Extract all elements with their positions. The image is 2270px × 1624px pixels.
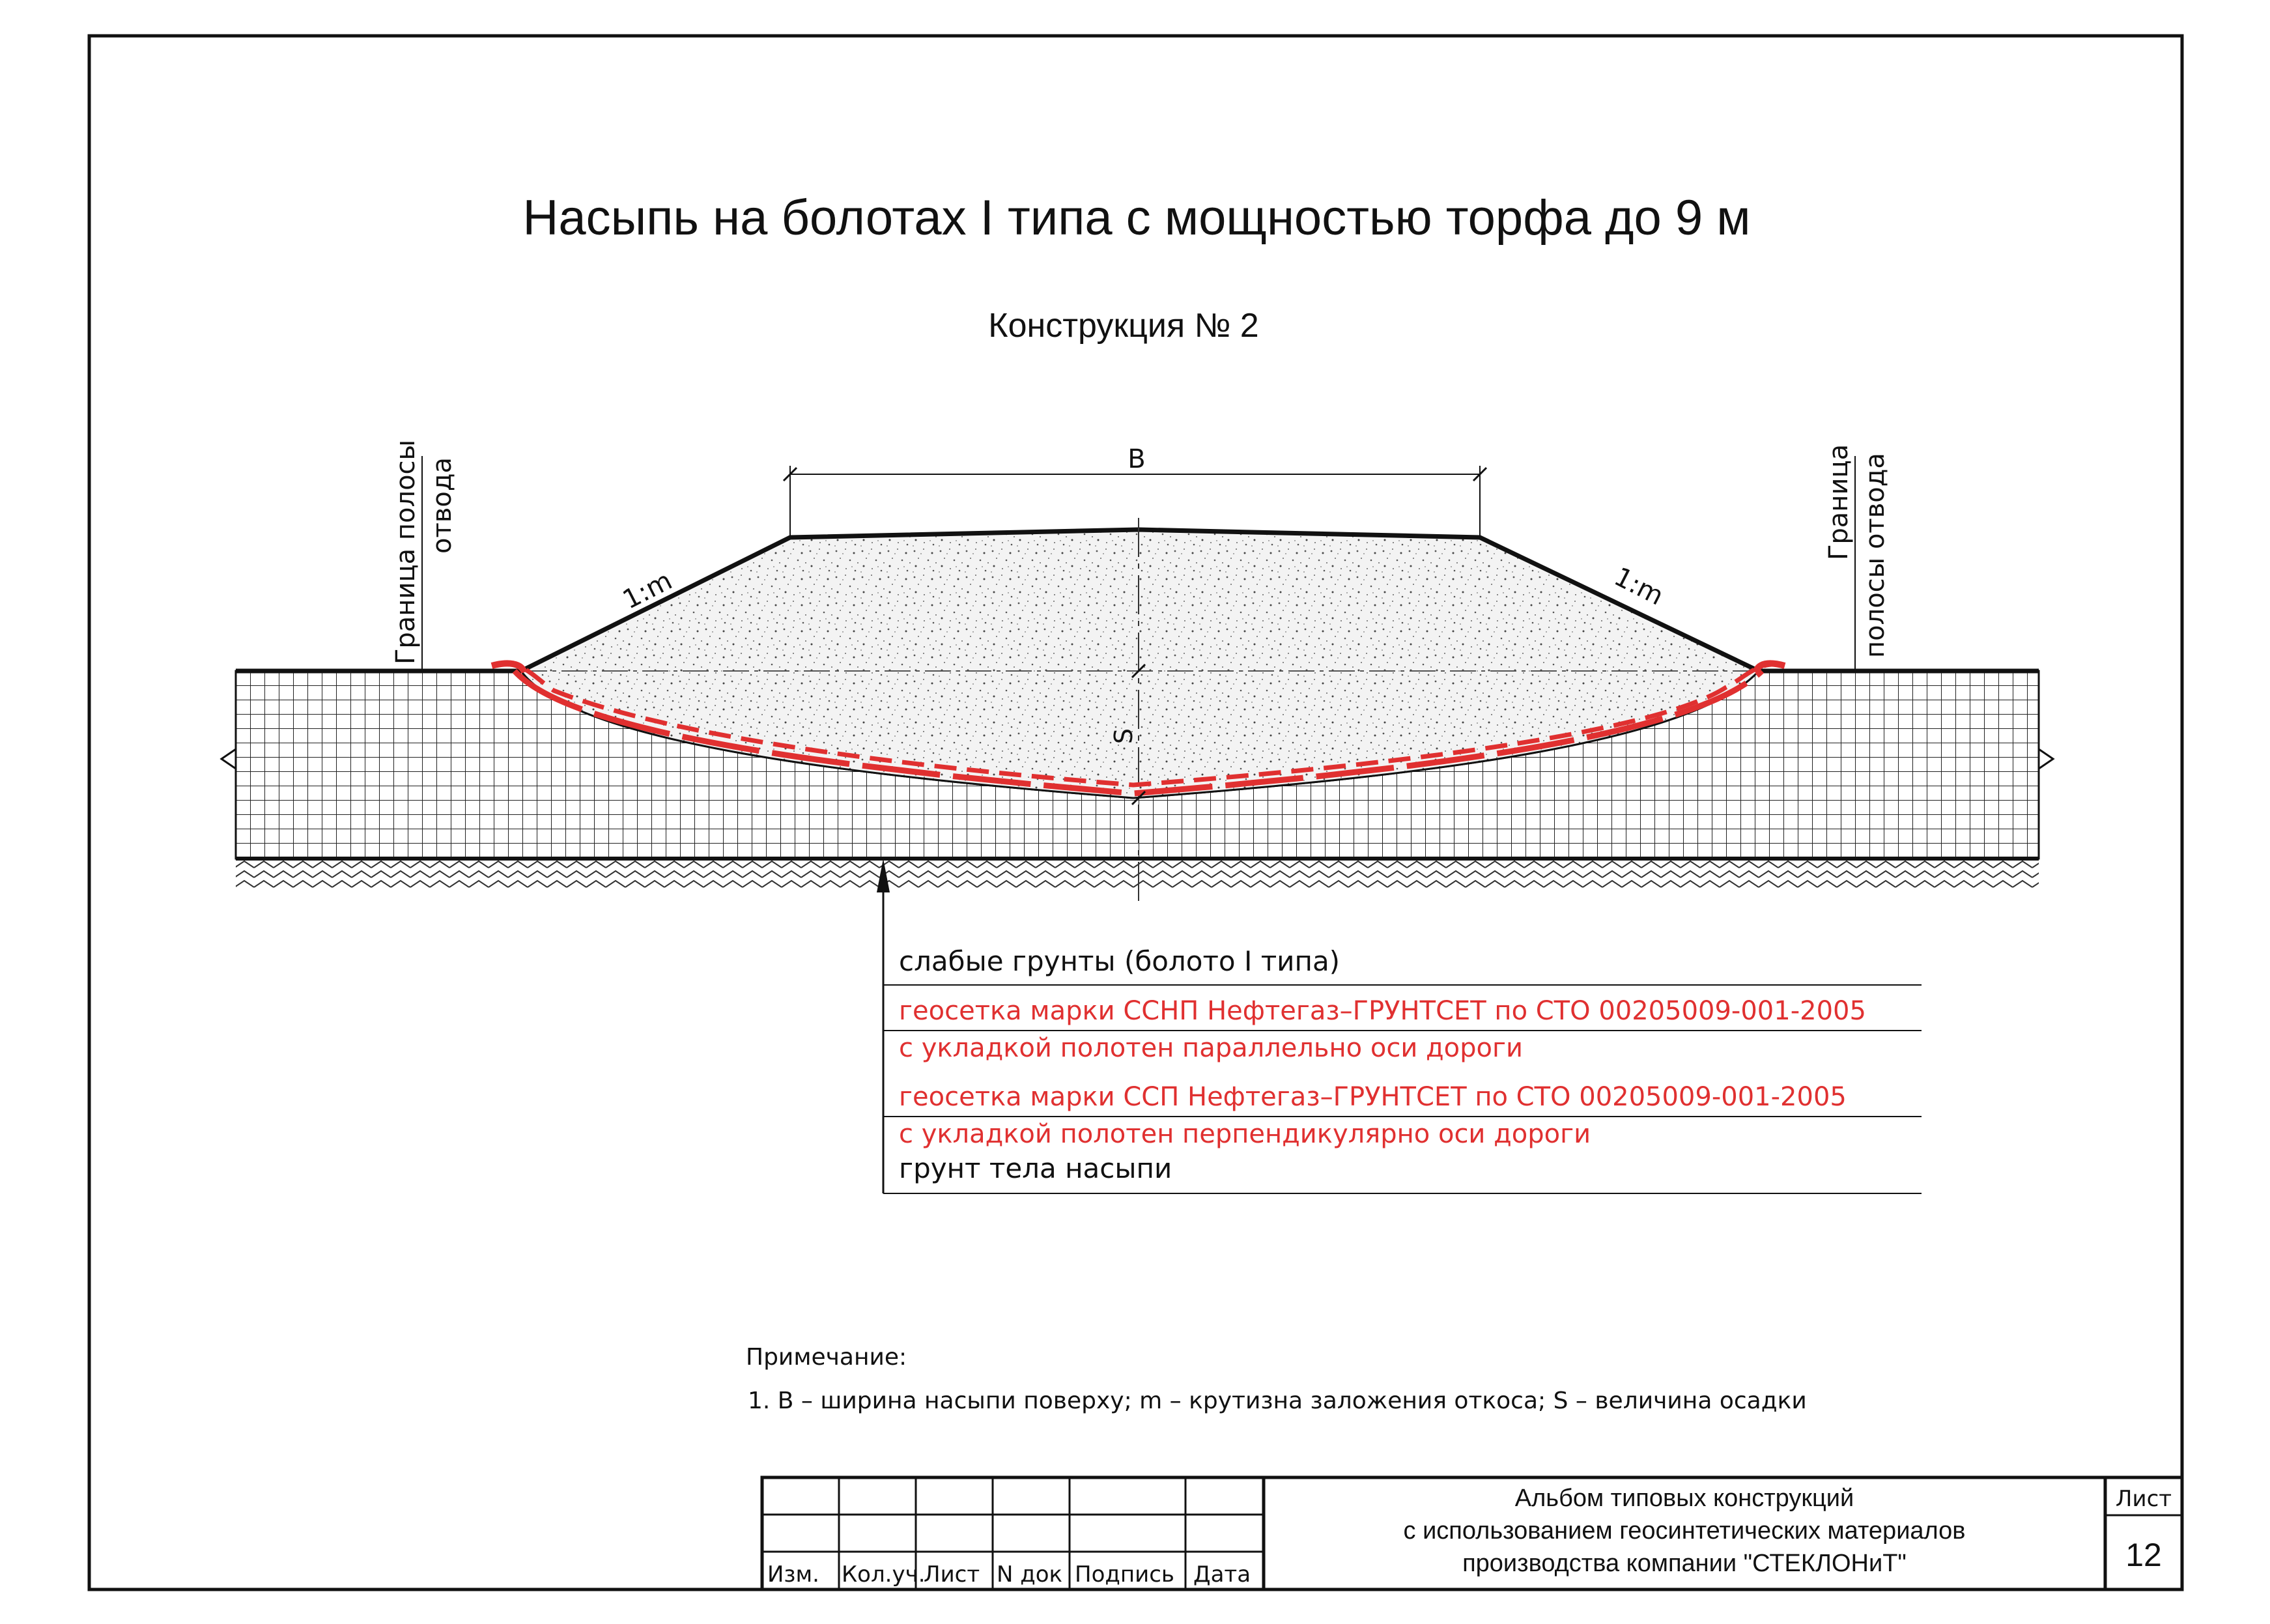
sheet-number: 12 — [2125, 1537, 2162, 1573]
legend-item-geogrid-ssp-laying: с укладкой полотен перпендикулярно оси дороги — [899, 1119, 1591, 1149]
drawing-title: Насыпь на болотах I типа с мощностью торфа до 9 м — [522, 190, 1751, 246]
legend-item-geogrid-ssnp-laying: с укладкой полотен параллельно оси дороги — [899, 1033, 1524, 1063]
stamp-col-data: Дата — [1193, 1561, 1251, 1588]
firm-base-hatch — [236, 859, 2039, 889]
legend-item-geogrid-ssp: геосетка марки ССП Нефтегаз–ГРУНТСЕТ по СТО 00205009-001-2005 — [899, 1082, 1847, 1112]
album-title-line-2: с использованием геосинтетических материалов — [1403, 1517, 1966, 1545]
note-heading: Примечание: — [746, 1344, 907, 1371]
stamp-col-n-dok: N док — [997, 1561, 1063, 1588]
dim-b-label: B — [1128, 444, 1146, 474]
construction-subtitle: Конструкция № 2 — [988, 307, 1259, 345]
album-title-line-1: Альбом типовых конструкций — [1514, 1485, 1854, 1512]
title-block — [762, 1477, 2182, 1589]
note-line-1: 1. B – ширина насыпи поверху; m – крутизна заложения откоса; S – величина осадки — [748, 1388, 1807, 1414]
peat-break-left — [221, 749, 236, 769]
stamp-col-list: Лист — [924, 1561, 980, 1588]
album-title-line-3: производства компании "СТЕКЛОНиТ" — [1462, 1550, 1907, 1577]
legend-item-geogrid-ssnp: геосетка марки ССНП Нефтегаз–ГРУНТСЕТ по СТО 00205009-001-2005 — [899, 996, 1866, 1026]
boundary-left-text-2: отвода — [427, 457, 457, 554]
legend — [883, 945, 1922, 1193]
sheet-label: Лист — [2115, 1486, 2172, 1512]
peat-break-right — [2039, 749, 2053, 769]
stamp-col-izm: Изм. — [767, 1561, 819, 1588]
slope-right-label: 1:m — [1609, 562, 1669, 612]
stamp-col-kol-uch: Кол.уч. — [842, 1561, 926, 1588]
boundary-right-text-2: полосы отвода — [1860, 453, 1890, 658]
slope-left-label: 1:m — [617, 565, 677, 616]
boundary-left-text-1: Граница полосы — [391, 439, 421, 664]
legend-item-weak-soil: слабые грунты (болото I типа) — [899, 945, 1341, 977]
dim-s-label: S — [1109, 728, 1138, 745]
stamp-col-podpis: Подпись — [1075, 1561, 1174, 1588]
boundary-right-text-1: Граница — [1824, 444, 1854, 560]
legend-item-embankment-soil: грунт тела насыпи — [899, 1152, 1172, 1184]
